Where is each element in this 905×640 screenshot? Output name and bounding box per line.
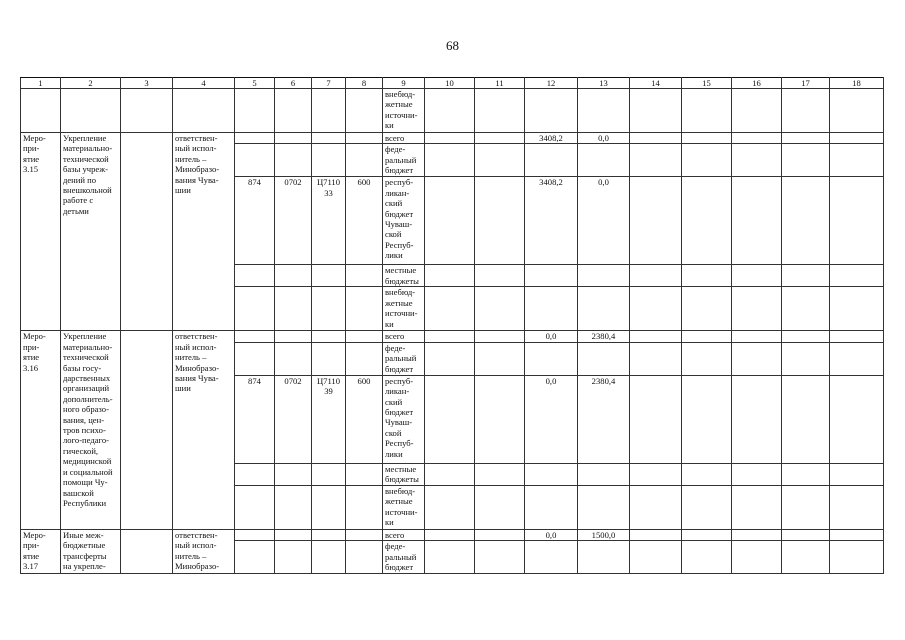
header-col-5: 5 — [235, 78, 275, 89]
empty-cell — [630, 287, 682, 331]
header-col-8: 8 — [346, 78, 383, 89]
empty-cell — [425, 529, 475, 540]
value-col12 — [525, 287, 578, 331]
value-col12: 0,0 — [525, 529, 578, 540]
empty-cell — [782, 342, 830, 375]
empty-cell — [782, 331, 830, 342]
code-c6: 0702 — [275, 177, 312, 265]
empty-cell — [732, 541, 782, 574]
event-number: Меро- при- ятие 3.17 — [21, 529, 61, 573]
value-col13 — [578, 463, 630, 485]
empty-cell — [732, 331, 782, 342]
empty-cell — [682, 177, 732, 265]
empty-cell — [830, 485, 884, 529]
empty-cell — [312, 265, 346, 287]
empty-cell — [830, 89, 884, 133]
empty-cell — [782, 485, 830, 529]
table-row — [21, 529, 884, 540]
empty-cell — [275, 342, 312, 375]
empty-cell — [630, 529, 682, 540]
code-c5: 874 — [235, 375, 275, 463]
empty-cell — [425, 265, 475, 287]
source-label: внебюд- жетные источни- ки — [383, 89, 425, 133]
empty-cell — [630, 342, 682, 375]
value-col13: 2380,4 — [578, 331, 630, 342]
empty-cell — [525, 89, 578, 133]
empty-cell — [312, 331, 346, 342]
empty-cell — [275, 287, 312, 331]
empty-cell — [782, 287, 830, 331]
empty-cell — [682, 463, 732, 485]
empty-cell — [235, 529, 275, 540]
empty-cell — [235, 133, 275, 144]
empty-cell — [235, 287, 275, 331]
empty-cell — [830, 133, 884, 144]
empty-cell — [312, 541, 346, 574]
empty-cell — [732, 144, 782, 177]
value-col13: 2380,4 — [578, 375, 630, 463]
event-number: Меро- при- ятие 3.15 — [21, 133, 61, 331]
empty-cell — [782, 529, 830, 540]
empty-cell — [732, 265, 782, 287]
empty-cell — [682, 342, 732, 375]
code-c5: 874 — [235, 177, 275, 265]
empty-cell — [312, 287, 346, 331]
header-col-11: 11 — [475, 78, 525, 89]
empty-cell — [682, 331, 732, 342]
empty-cell — [578, 89, 630, 133]
empty-cell — [235, 485, 275, 529]
empty-cell — [475, 331, 525, 342]
empty-cell — [425, 541, 475, 574]
table-row — [21, 331, 884, 342]
empty-cell — [173, 89, 235, 133]
empty-cell — [346, 265, 383, 287]
source-label: феде- ральный бюджет — [383, 342, 425, 375]
empty-cell — [630, 331, 682, 342]
empty-cell — [782, 133, 830, 144]
empty-cell — [275, 331, 312, 342]
empty-cell — [346, 89, 383, 133]
empty-cell — [235, 342, 275, 375]
empty-cell — [782, 265, 830, 287]
source-label: респуб- ликан- ский бюджет Чуваш- ской Респуб- лики — [383, 177, 425, 265]
empty-cell — [732, 485, 782, 529]
page-number: 68 — [446, 38, 459, 53]
header-col-18: 18 — [830, 78, 884, 89]
empty-cell — [732, 89, 782, 133]
empty-cell — [235, 541, 275, 574]
header-col-7: 7 — [312, 78, 346, 89]
empty-cell — [830, 529, 884, 540]
empty-cell — [312, 144, 346, 177]
event-executor: ответствен- ный испол- нитель – Минобразо- вания Чува- шии — [173, 133, 235, 331]
empty-cell — [732, 342, 782, 375]
empty-cell — [312, 463, 346, 485]
empty-cell — [235, 331, 275, 342]
code-c8: 600 — [346, 177, 383, 265]
header-col-15: 15 — [682, 78, 732, 89]
empty-cell — [275, 133, 312, 144]
empty-cell — [830, 541, 884, 574]
empty-cell — [682, 287, 732, 331]
empty-cell — [346, 144, 383, 177]
empty-cell — [830, 144, 884, 177]
empty-cell — [682, 144, 732, 177]
value-col12 — [525, 144, 578, 177]
empty-cell — [475, 529, 525, 540]
value-col12: 3408,2 — [525, 133, 578, 144]
code-c7: Ц7110 39 — [312, 375, 346, 463]
empty-cell — [346, 485, 383, 529]
header-col-16: 16 — [732, 78, 782, 89]
value-col13: 0,0 — [578, 133, 630, 144]
empty-cell — [475, 144, 525, 177]
empty-cell — [235, 89, 275, 133]
header-col-2: 2 — [61, 78, 121, 89]
value-col12 — [525, 463, 578, 485]
empty-cell — [275, 485, 312, 529]
empty-cell — [732, 287, 782, 331]
empty-cell — [682, 485, 732, 529]
empty-cell — [475, 375, 525, 463]
empty-cell — [830, 375, 884, 463]
empty-cell — [475, 133, 525, 144]
empty-cell — [275, 89, 312, 133]
source-label: феде- ральный бюджет — [383, 541, 425, 574]
empty-cell — [630, 541, 682, 574]
source-label: всего — [383, 529, 425, 540]
empty-cell — [346, 529, 383, 540]
value-col12: 0,0 — [525, 375, 578, 463]
empty-cell — [732, 177, 782, 265]
empty-cell — [682, 529, 732, 540]
empty-cell — [346, 342, 383, 375]
header-col-13: 13 — [578, 78, 630, 89]
empty-cell — [682, 375, 732, 463]
empty-cell — [475, 265, 525, 287]
empty-cell — [235, 265, 275, 287]
empty-cell — [732, 463, 782, 485]
header-col-1: 1 — [21, 78, 61, 89]
table-row — [21, 89, 884, 133]
empty-cell — [830, 342, 884, 375]
col3-cell — [121, 331, 173, 529]
empty-cell — [682, 541, 732, 574]
empty-cell — [782, 144, 830, 177]
empty-cell — [682, 133, 732, 144]
value-col12 — [525, 342, 578, 375]
code-c7: Ц7110 33 — [312, 177, 346, 265]
value-col12 — [525, 265, 578, 287]
empty-cell — [630, 144, 682, 177]
empty-cell — [782, 375, 830, 463]
empty-cell — [425, 89, 475, 133]
empty-cell — [630, 485, 682, 529]
header-col-6: 6 — [275, 78, 312, 89]
empty-cell — [475, 541, 525, 574]
empty-cell — [682, 265, 732, 287]
header-col-17: 17 — [782, 78, 830, 89]
header-col-10: 10 — [425, 78, 475, 89]
empty-cell — [21, 89, 61, 133]
table-row — [21, 133, 884, 144]
empty-cell — [782, 463, 830, 485]
empty-cell — [346, 133, 383, 144]
empty-cell — [346, 331, 383, 342]
empty-cell — [830, 265, 884, 287]
empty-cell — [630, 265, 682, 287]
value-col12 — [525, 485, 578, 529]
empty-cell — [682, 89, 732, 133]
value-col12 — [525, 541, 578, 574]
source-label: феде- ральный бюджет — [383, 144, 425, 177]
empty-cell — [425, 331, 475, 342]
empty-cell — [425, 287, 475, 331]
col3-cell — [121, 133, 173, 331]
empty-cell — [475, 89, 525, 133]
empty-cell — [346, 541, 383, 574]
empty-cell — [235, 463, 275, 485]
budget-table — [20, 77, 884, 574]
empty-cell — [425, 375, 475, 463]
empty-cell — [425, 485, 475, 529]
source-label: респуб- ликан- ский бюджет Чуваш- ской Респуб- лики — [383, 375, 425, 463]
source-label: всего — [383, 331, 425, 342]
empty-cell — [312, 485, 346, 529]
empty-cell — [475, 287, 525, 331]
empty-cell — [312, 133, 346, 144]
empty-cell — [235, 144, 275, 177]
code-c6: 0702 — [275, 375, 312, 463]
value-col13: 1500,0 — [578, 529, 630, 540]
event-number: Меро- при- ятие 3.16 — [21, 331, 61, 529]
empty-cell — [782, 177, 830, 265]
value-col13: 0,0 — [578, 177, 630, 265]
header-col-3: 3 — [121, 78, 173, 89]
empty-cell — [630, 133, 682, 144]
header-col-12: 12 — [525, 78, 578, 89]
empty-cell — [346, 463, 383, 485]
event-name: Укрепление материально- технической базы учреж- дений по внешкольной работе с детьми — [61, 133, 121, 331]
empty-cell — [312, 89, 346, 133]
header-col-9: 9 — [383, 78, 425, 89]
empty-cell — [275, 541, 312, 574]
event-name: Укрепление материально- технической базы госу- дарственных организаций дополнитель- ного образо- вания, цен- тров психо- лого-педаго- гической, медицинской и социальной помощи Чу- вашской Республики — [61, 331, 121, 529]
empty-cell — [782, 541, 830, 574]
value-col13 — [578, 541, 630, 574]
value-col13 — [578, 342, 630, 375]
empty-cell — [312, 342, 346, 375]
empty-cell — [630, 89, 682, 133]
value-col13 — [578, 287, 630, 331]
empty-cell — [830, 287, 884, 331]
empty-cell — [275, 144, 312, 177]
empty-cell — [312, 529, 346, 540]
empty-cell — [830, 463, 884, 485]
value-col12: 3408,2 — [525, 177, 578, 265]
value-col13 — [578, 265, 630, 287]
empty-cell — [475, 177, 525, 265]
empty-cell — [732, 133, 782, 144]
source-label: внебюд- жетные источни- ки — [383, 485, 425, 529]
empty-cell — [425, 144, 475, 177]
empty-cell — [425, 463, 475, 485]
empty-cell — [475, 463, 525, 485]
value-col12: 0,0 — [525, 331, 578, 342]
source-label: местные бюджеты — [383, 463, 425, 485]
value-col13 — [578, 144, 630, 177]
empty-cell — [346, 287, 383, 331]
empty-cell — [425, 342, 475, 375]
empty-cell — [475, 342, 525, 375]
empty-cell — [732, 375, 782, 463]
header-col-4: 4 — [173, 78, 235, 89]
empty-cell — [630, 463, 682, 485]
col3-cell — [121, 529, 173, 573]
event-name: Иные меж- бюджетные трансферты на укрепле- — [61, 529, 121, 573]
value-col13 — [578, 485, 630, 529]
empty-cell — [425, 177, 475, 265]
empty-cell — [630, 375, 682, 463]
empty-cell — [475, 485, 525, 529]
source-label: внебюд- жетные источни- ки — [383, 287, 425, 331]
empty-cell — [830, 331, 884, 342]
empty-cell — [121, 89, 173, 133]
source-label: местные бюджеты — [383, 265, 425, 287]
empty-cell — [425, 133, 475, 144]
empty-cell — [275, 265, 312, 287]
header-col-14: 14 — [630, 78, 682, 89]
empty-cell — [630, 177, 682, 265]
empty-cell — [782, 89, 830, 133]
empty-cell — [61, 89, 121, 133]
empty-cell — [732, 529, 782, 540]
empty-cell — [275, 463, 312, 485]
event-executor: ответствен- ный испол- нитель – Минобразо- вания Чува- шии — [173, 331, 235, 529]
header-row — [21, 78, 884, 89]
event-executor: ответствен- ный испол- нитель – Минобразо- — [173, 529, 235, 573]
code-c8: 600 — [346, 375, 383, 463]
empty-cell — [275, 529, 312, 540]
source-label: всего — [383, 133, 425, 144]
empty-cell — [830, 177, 884, 265]
